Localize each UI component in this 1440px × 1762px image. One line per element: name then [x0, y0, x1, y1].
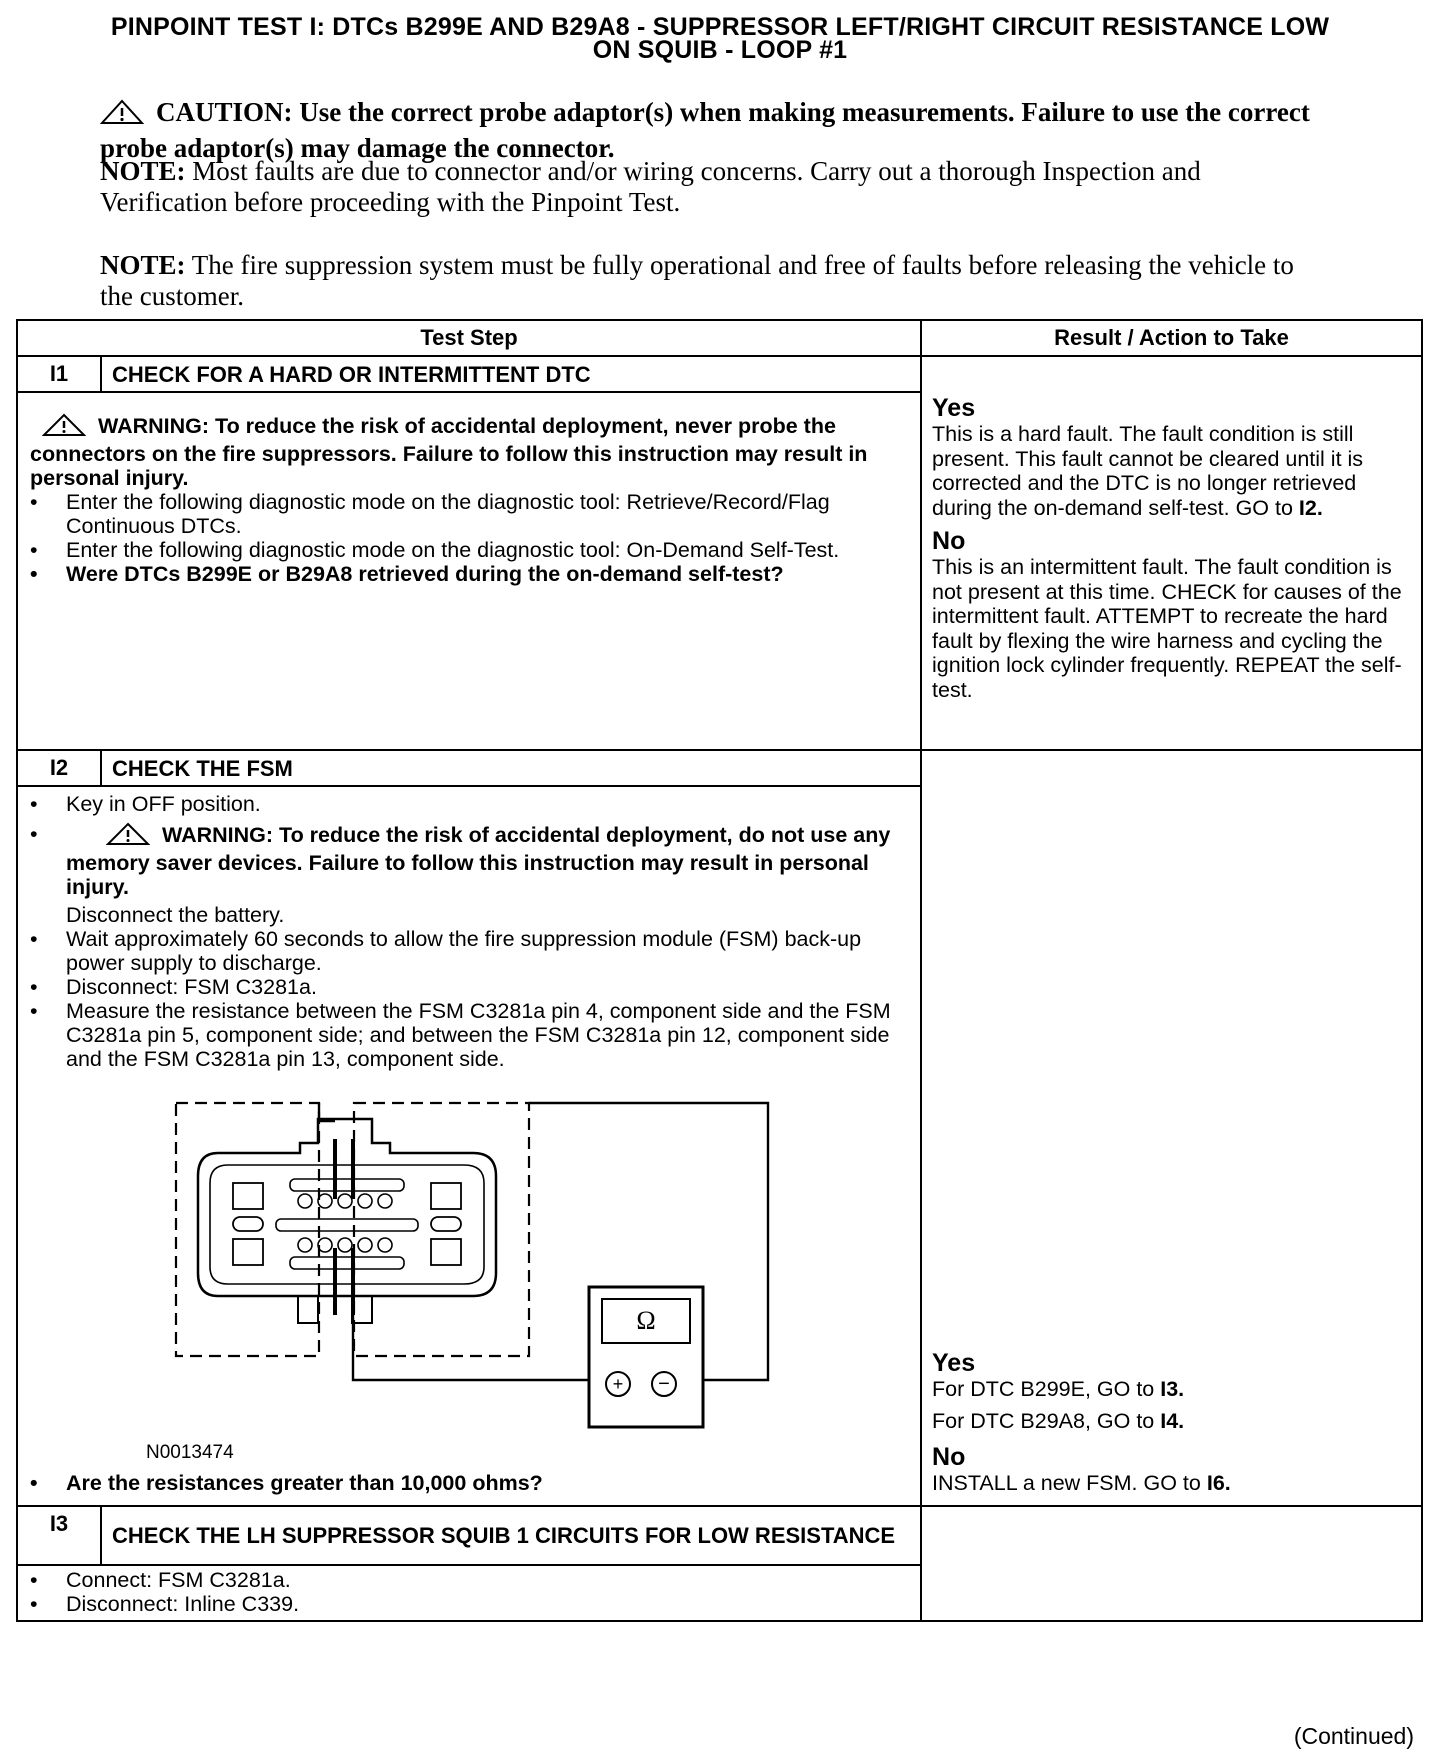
- connector-pins: [276, 1179, 418, 1269]
- goto-link: I4.: [1160, 1409, 1185, 1433]
- no-action: This is an intermittent fault. The fault condition is not present at this time. CHECK for causes of the intermittent fault. ATTEMPT to recreate the hard fault by flexing the wire harness and cycling the ignition lock cylinder frequently. REPEAT the self-test.: [932, 555, 1402, 702]
- connector-diagram: [28, 1081, 910, 1473]
- note-1-text: Most faults are due to connector and/or wiring concerns. Carry out a thorough Inspection and Verification before proceeding with the Pinpoint Test.: [100, 156, 1201, 217]
- connector-slot: [233, 1217, 263, 1231]
- note-1-label: NOTE:: [100, 156, 186, 186]
- warning-block: [28, 413, 910, 490]
- list-item: • Wait approximately 60 seconds to allow the fire suppression module (FSM) back-up power supply to discharge.: [28, 927, 910, 975]
- yes-label: Yes: [932, 1348, 976, 1377]
- title-line-1: PINPOINT TEST I: DTCs B299E AND B29A8 - SUPPRESSOR LEFT/RIGHT CIRCUIT RESISTANCE LOW: [110, 13, 1330, 41]
- step-i1-body: [17, 392, 921, 750]
- step-i2-result: [921, 750, 1422, 1506]
- svg-text:−: −: [658, 1373, 670, 1395]
- step-i2-title-row: [17, 750, 1422, 786]
- warning-triangle-icon: [100, 99, 144, 132]
- no-text: INSTALL a new FSM. GO to: [932, 1470, 1201, 1495]
- warning-text: WARNING: To reduce the risk of accidental deployment, never probe the connectors on the fire suppressors. Failure to follow this instruction may result in personal injury.: [30, 414, 868, 490]
- step-number: I1: [17, 356, 101, 392]
- connector-latch: [431, 1183, 461, 1209]
- note-1: [100, 156, 1330, 218]
- caution-block: [100, 96, 1330, 164]
- continued-label: (Continued): [1293, 1723, 1414, 1749]
- figure-id: N0013474: [146, 1442, 234, 1463]
- step-number: I3: [17, 1506, 101, 1565]
- goto-link: I6.: [1206, 1470, 1231, 1495]
- list-item: • Enter the following diagnostic mode on the diagnostic tool: On-Demand Self-Test.: [28, 538, 910, 562]
- step-i1-result: [921, 356, 1422, 750]
- step-i1-title-row: [17, 356, 1422, 392]
- goto-link: I2.: [1298, 495, 1323, 520]
- step-i3-result: [921, 1506, 1422, 1621]
- header-test-step: Test Step: [17, 320, 921, 356]
- list-item: • Connect: FSM C3281a.: [28, 1568, 910, 1592]
- step-bullets: [28, 792, 910, 1071]
- ohm-symbol: Ω: [636, 1306, 656, 1335]
- caution-label: CAUTION:: [156, 97, 293, 127]
- note-2: [100, 250, 1330, 312]
- caution-text: Use the correct probe adaptor(s) when making measurements. Failure to use the correct probe adaptor(s) may damage the connector.: [100, 97, 1310, 163]
- connector-latch: [233, 1183, 263, 1209]
- no-label: No: [932, 1442, 966, 1471]
- step-title: CHECK FOR A HARD OR INTERMITTENT DTC: [101, 356, 921, 392]
- svg-text:+: +: [612, 1374, 624, 1394]
- meter-lead-positive: [353, 1315, 617, 1380]
- no-label: No: [932, 527, 966, 555]
- no-action: [932, 1471, 1411, 1496]
- step-i2-body: [17, 786, 921, 1506]
- note-2-text: The fire suppression system must be fully operational and free of faults before releasing the vehicle to the customer.: [100, 250, 1294, 311]
- step-title: CHECK THE LH SUPPRESSOR SQUIB 1 CIRCUITS FOR LOW RESISTANCE: [101, 1506, 921, 1565]
- warning-triangle-icon: [42, 413, 86, 442]
- page-title: [0, 13, 1440, 64]
- yes-label: Yes: [932, 394, 976, 422]
- step-i3-body: [17, 1565, 921, 1621]
- list-item: • Measure the resistance between the FSM C3281a pin 4, component side and the FSM C3281a pin 5, component side; and between the FSM C3281a pin 12, component side and the FSM C3281a pin 13, component side.: [28, 999, 910, 1071]
- note-2-label: NOTE:: [100, 250, 186, 280]
- step-i3-title-row: [17, 1506, 1422, 1565]
- step-number: I2: [17, 750, 101, 786]
- probe-dashed-box-right: [354, 1103, 529, 1356]
- goto-link: I3.: [1160, 1376, 1185, 1401]
- table-header-row: [17, 320, 1422, 356]
- list-item-warning: [28, 822, 910, 927]
- list-item: • Disconnect: Inline C339.: [28, 1592, 910, 1616]
- step-bullets: [28, 490, 910, 586]
- yes-text: For DTC B29A8, GO to: [932, 1409, 1155, 1433]
- step-question: • Are the resistances greater than 10,000 ohms?: [28, 1471, 910, 1495]
- after-warning-text: Disconnect the battery.: [66, 903, 285, 927]
- warning-text: WARNING: To reduce the risk of accidental deployment, do not use any memory saver devices. Failure to follow this instruction may result in personal injury.: [66, 823, 891, 899]
- header-result-action: Result / Action to Take: [921, 320, 1422, 356]
- step-question-list: [28, 1471, 910, 1495]
- list-item: • Key in OFF position.: [28, 792, 910, 816]
- list-item: • Disconnect: FSM C3281a.: [28, 975, 910, 999]
- step-title: CHECK THE FSM: [101, 750, 921, 786]
- yes-action-2: [932, 1409, 1411, 1434]
- connector-figure-svg: [28, 1081, 828, 1473]
- pinpoint-test-table: [16, 319, 1423, 1622]
- warning-triangle-icon: [106, 822, 150, 851]
- yes-action-1: [932, 1377, 1411, 1402]
- connector-latch: [431, 1239, 461, 1265]
- list-item: • Enter the following diagnostic mode on the diagnostic tool: Retrieve/Record/Flag Continuous DTCs.: [28, 490, 910, 538]
- yes-text: For DTC B299E, GO to: [932, 1376, 1155, 1401]
- title-line-2: ON SQUIB - LOOP #1: [592, 36, 848, 64]
- connector-latch: [233, 1239, 263, 1265]
- connector-slot: [431, 1217, 461, 1231]
- step-bullets: [28, 1568, 910, 1616]
- step-question: • Were DTCs B299E or B29A8 retrieved during the on-demand self-test?: [28, 562, 910, 586]
- yes-text: This is a hard fault. The fault condition is still present. This fault cannot be cleared until it is corrected and the DTC is no longer retrieved during the on-demand self-test. GO to: [932, 422, 1364, 520]
- yes-action: [932, 422, 1411, 520]
